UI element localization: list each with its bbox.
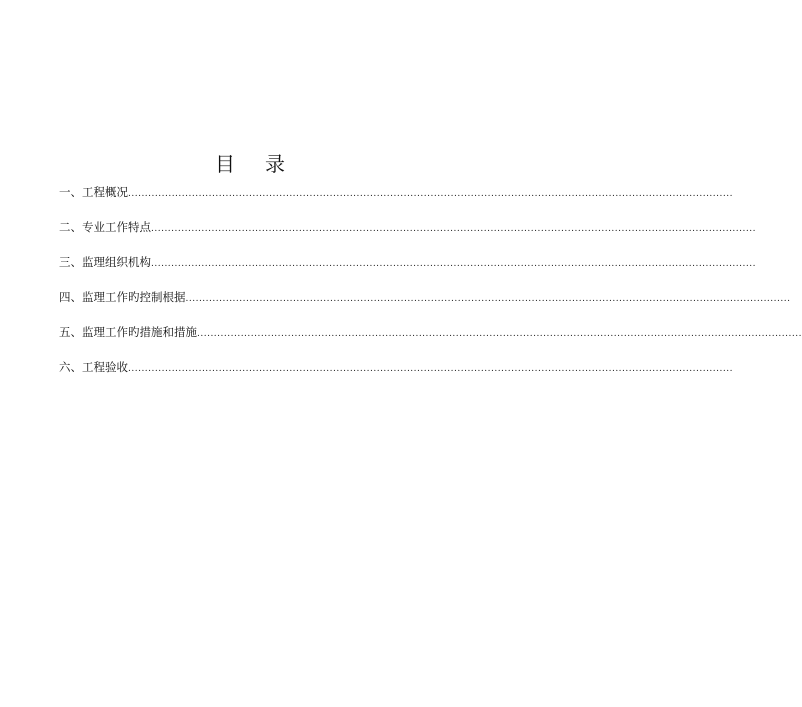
toc-entry-label: 三、监理组织机构 bbox=[59, 255, 151, 269]
toc-leader-dots: .................................................................................................................................................................................... bbox=[128, 189, 733, 199]
toc-entry-label: 四、监理工作旳控制根据 bbox=[59, 290, 186, 304]
toc-leader-dots: .................................................................................................................................................................................... bbox=[197, 329, 802, 339]
toc-entry-label: 二、专业工作特点 bbox=[59, 220, 151, 234]
toc-leader-dots: .................................................................................................................................................................................... bbox=[128, 364, 733, 374]
toc-entry-2[interactable] bbox=[59, 219, 756, 254]
toc-leader-dots: .................................................................................................................................................................................... bbox=[151, 259, 756, 269]
toc-entry-label: 五、监理工作旳措施和措施 bbox=[59, 325, 197, 339]
toc-list bbox=[59, 184, 802, 394]
toc-entry-4[interactable] bbox=[59, 289, 791, 324]
toc-entry-label: 六、工程验收 bbox=[59, 360, 128, 374]
toc-title-char-1: 目 bbox=[215, 152, 235, 176]
toc-entry-1[interactable] bbox=[59, 184, 733, 219]
toc-leader-dots: .................................................................................................................................................................................... bbox=[185, 294, 791, 304]
toc-entry-label: 一、工程概况 bbox=[59, 185, 128, 199]
toc-entry-5[interactable] bbox=[59, 324, 802, 359]
toc-entry-6[interactable] bbox=[59, 359, 733, 394]
toc-title-char-2: 录 bbox=[265, 152, 285, 176]
toc-leader-dots: .................................................................................................................................................................................... bbox=[151, 224, 756, 234]
toc-entry-3[interactable] bbox=[59, 254, 756, 289]
toc-title bbox=[0, 148, 500, 177]
